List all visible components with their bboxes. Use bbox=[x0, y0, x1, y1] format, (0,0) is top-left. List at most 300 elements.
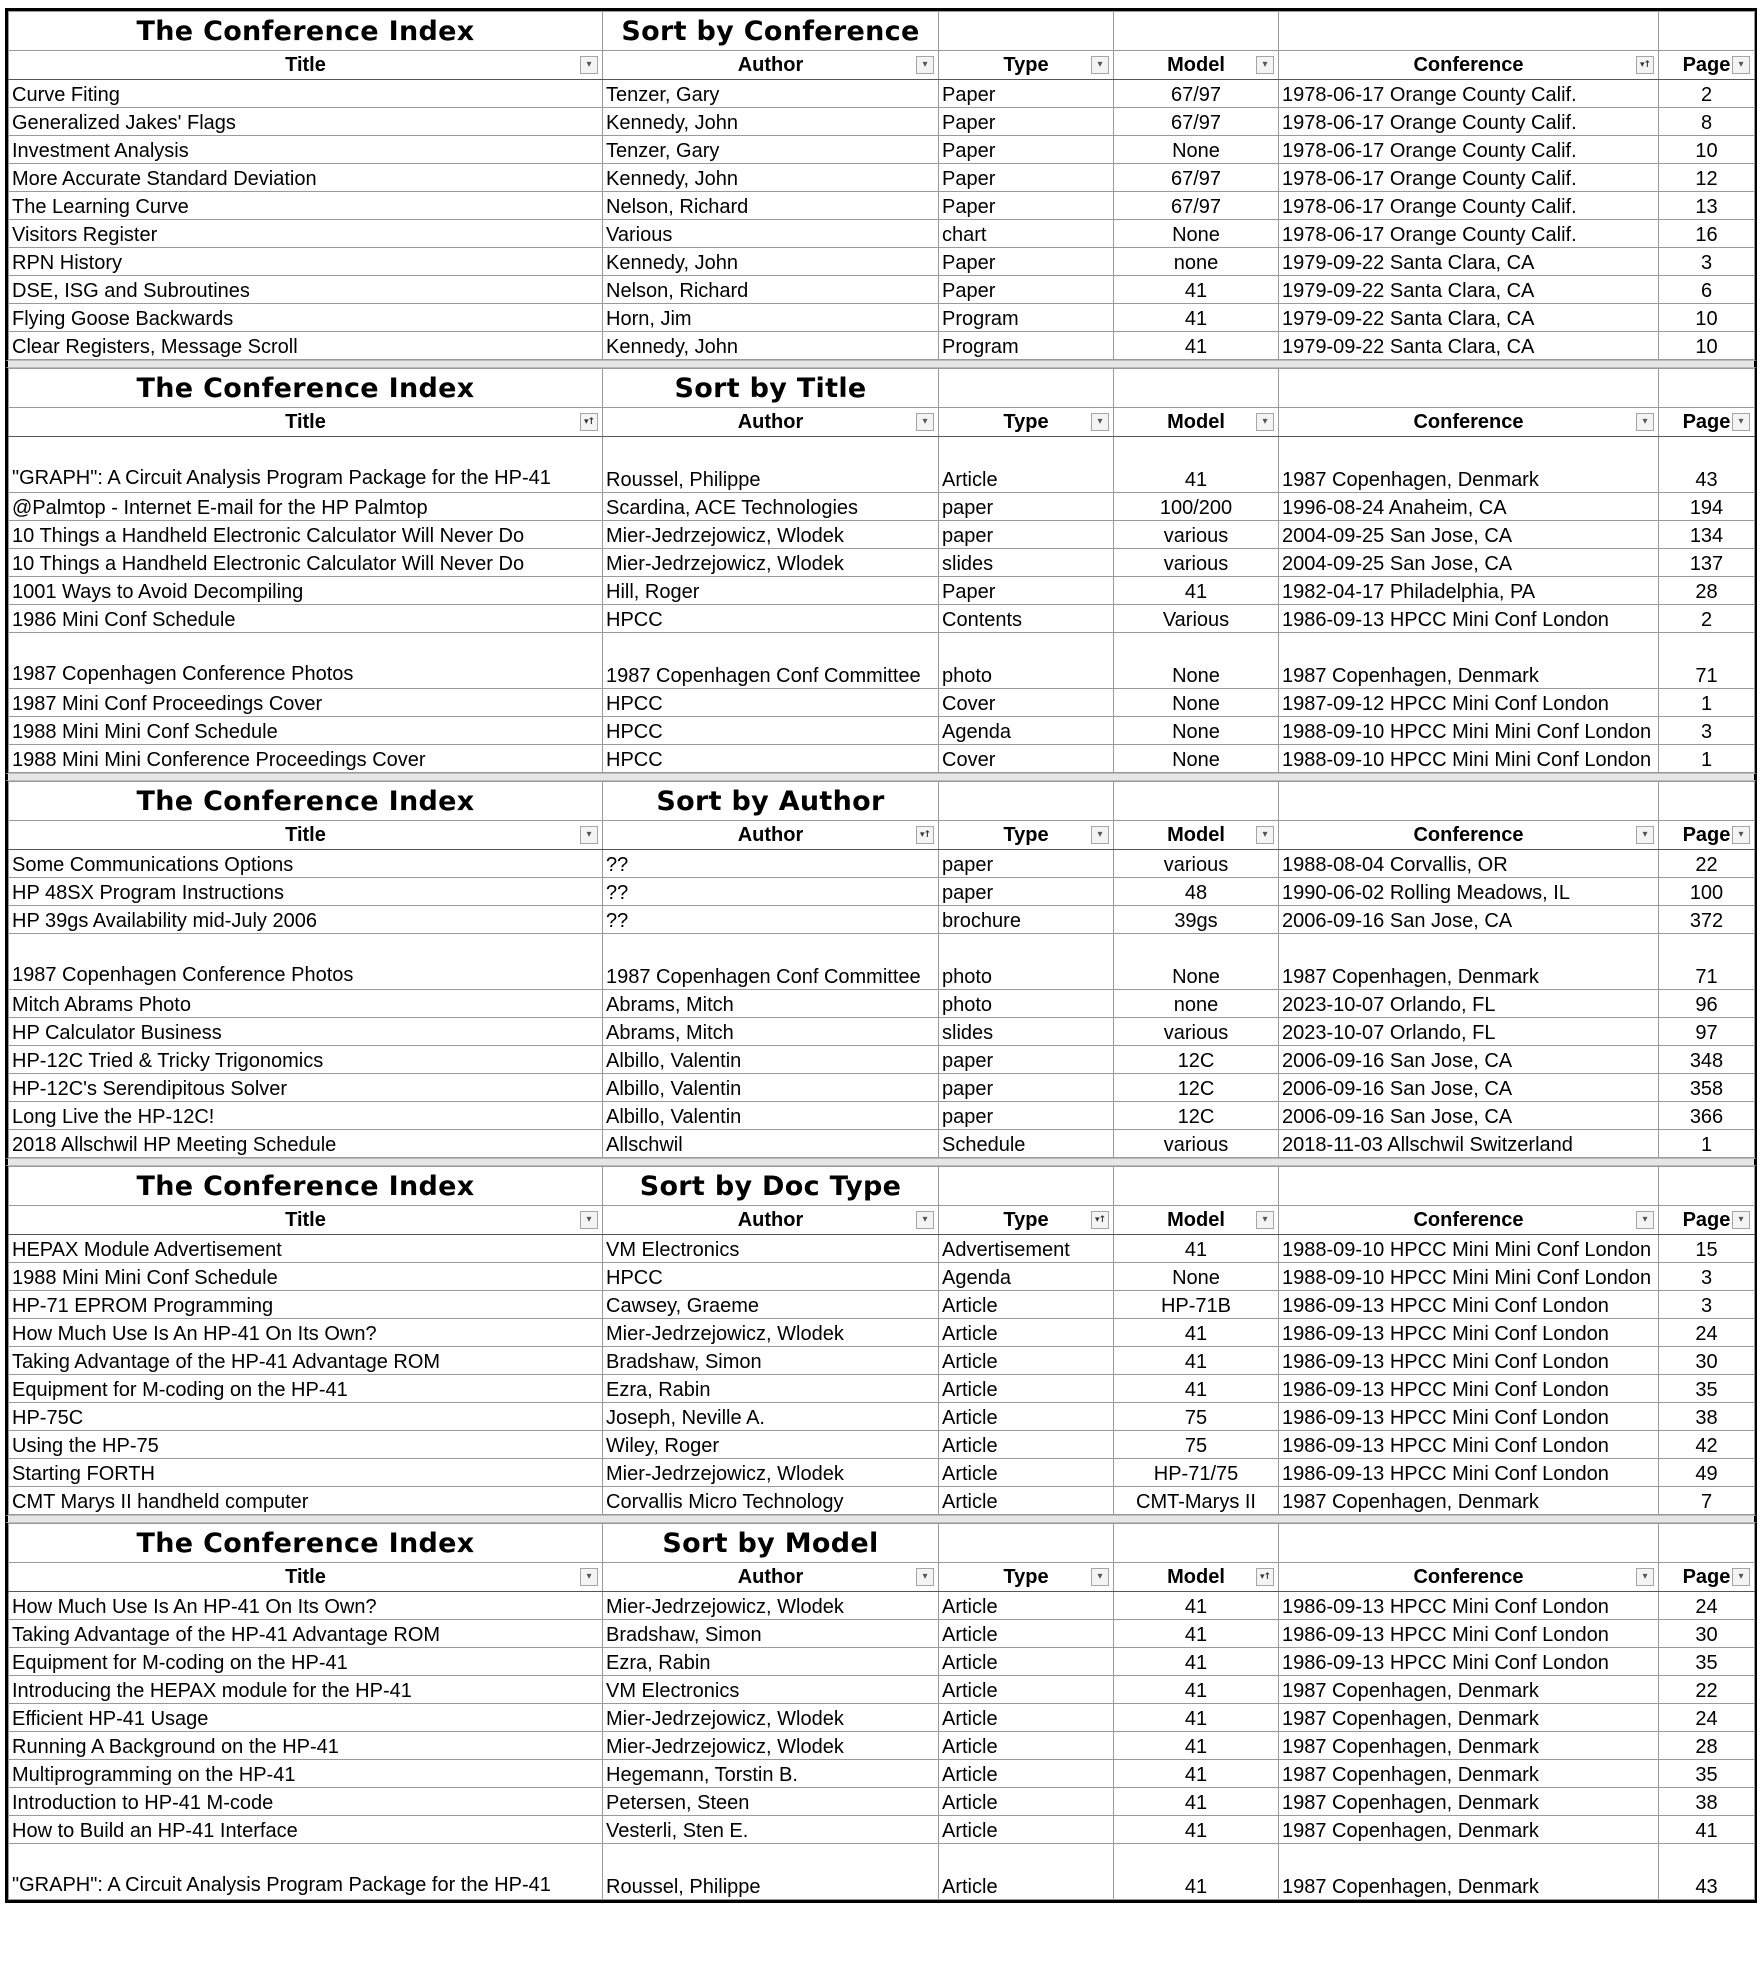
conference-cell[interactable]: 1978-06-17 Orange County Calif. bbox=[1279, 220, 1659, 248]
page-cell[interactable]: 348 bbox=[1659, 1046, 1755, 1074]
author-cell[interactable]: Allschwil bbox=[603, 1130, 939, 1158]
author-cell[interactable]: Mier-Jedrzejowicz, Wlodek bbox=[603, 549, 939, 577]
page-cell[interactable]: 35 bbox=[1659, 1375, 1755, 1403]
empty-cell[interactable] bbox=[1279, 1524, 1659, 1563]
conference-cell[interactable]: 1979-09-22 Santa Clara, CA bbox=[1279, 248, 1659, 276]
type-cell[interactable]: paper bbox=[939, 1102, 1114, 1130]
type-cell[interactable]: Paper bbox=[939, 80, 1114, 108]
page-cell[interactable]: 35 bbox=[1659, 1760, 1755, 1788]
author-cell[interactable]: Horn, Jim bbox=[603, 304, 939, 332]
type-cell[interactable]: brochure bbox=[939, 906, 1114, 934]
page-cell[interactable]: 6 bbox=[1659, 276, 1755, 304]
author-cell[interactable]: Nelson, Richard bbox=[603, 192, 939, 220]
filter-dropdown-icon[interactable]: ▾ bbox=[1256, 826, 1274, 844]
page-cell[interactable]: 1 bbox=[1659, 689, 1755, 717]
model-cell[interactable]: None bbox=[1114, 220, 1279, 248]
author-cell[interactable]: Albillo, Valentin bbox=[603, 1074, 939, 1102]
filter-dropdown-icon[interactable]: ▾ bbox=[580, 1568, 598, 1586]
filter-dropdown-icon[interactable]: ▾ bbox=[1091, 413, 1109, 431]
title-cell[interactable]: HP-75C bbox=[9, 1403, 603, 1431]
page-cell[interactable]: 1 bbox=[1659, 1130, 1755, 1158]
type-cell[interactable]: paper bbox=[939, 521, 1114, 549]
author-cell[interactable]: Roussel, Philippe bbox=[603, 1844, 939, 1900]
author-cell[interactable]: HPCC bbox=[603, 605, 939, 633]
empty-cell[interactable] bbox=[939, 12, 1114, 51]
type-cell[interactable]: Agenda bbox=[939, 717, 1114, 745]
conference-cell[interactable]: 1978-06-17 Orange County Calif. bbox=[1279, 80, 1659, 108]
empty-cell[interactable] bbox=[1114, 1167, 1279, 1206]
title-cell[interactable]: HP-12C's Serendipitous Solver bbox=[9, 1074, 603, 1102]
conference-cell[interactable]: 1988-09-10 HPCC Mini Mini Conf London bbox=[1279, 717, 1659, 745]
type-cell[interactable]: chart bbox=[939, 220, 1114, 248]
column-header-model[interactable] bbox=[1114, 1206, 1279, 1235]
title-cell[interactable]: 1987 Copenhagen Conference Photos bbox=[9, 633, 603, 689]
author-cell[interactable]: Kennedy, John bbox=[603, 164, 939, 192]
conference-cell[interactable]: 1979-09-22 Santa Clara, CA bbox=[1279, 332, 1659, 360]
conference-cell[interactable]: 2004-09-25 San Jose, CA bbox=[1279, 521, 1659, 549]
filter-dropdown-icon[interactable]: ▾ bbox=[1732, 826, 1750, 844]
author-cell[interactable]: ?? bbox=[603, 878, 939, 906]
page-cell[interactable]: 43 bbox=[1659, 437, 1755, 493]
conference-cell[interactable]: 1986-09-13 HPCC Mini Conf London bbox=[1279, 1620, 1659, 1648]
empty-cell[interactable] bbox=[1659, 1524, 1755, 1563]
model-cell[interactable]: various bbox=[1114, 549, 1279, 577]
page-cell[interactable]: 3 bbox=[1659, 248, 1755, 276]
filter-dropdown-icon[interactable]: ▾ bbox=[1091, 56, 1109, 74]
column-header-title[interactable] bbox=[9, 1563, 603, 1592]
model-cell[interactable]: 75 bbox=[1114, 1431, 1279, 1459]
conference-cell[interactable]: 1978-06-17 Orange County Calif. bbox=[1279, 164, 1659, 192]
conference-cell[interactable]: 2006-09-16 San Jose, CA bbox=[1279, 1074, 1659, 1102]
type-cell[interactable]: Article bbox=[939, 1732, 1114, 1760]
empty-cell[interactable] bbox=[1114, 369, 1279, 408]
title-cell[interactable]: 2018 Allschwil HP Meeting Schedule bbox=[9, 1130, 603, 1158]
empty-cell[interactable] bbox=[939, 782, 1114, 821]
author-cell[interactable]: Abrams, Mitch bbox=[603, 1018, 939, 1046]
type-cell[interactable]: Article bbox=[939, 1760, 1114, 1788]
title-cell[interactable]: The Learning Curve bbox=[9, 192, 603, 220]
model-cell[interactable]: 41 bbox=[1114, 1347, 1279, 1375]
author-cell[interactable]: ?? bbox=[603, 906, 939, 934]
type-cell[interactable]: Article bbox=[939, 1816, 1114, 1844]
model-cell[interactable]: None bbox=[1114, 934, 1279, 990]
title-cell[interactable]: HEPAX Module Advertisement bbox=[9, 1235, 603, 1263]
type-cell[interactable]: Article bbox=[939, 1788, 1114, 1816]
type-cell[interactable]: slides bbox=[939, 1018, 1114, 1046]
author-cell[interactable]: Wiley, Roger bbox=[603, 1431, 939, 1459]
type-cell[interactable]: Article bbox=[939, 1592, 1114, 1620]
model-cell[interactable]: 75 bbox=[1114, 1403, 1279, 1431]
type-cell[interactable]: paper bbox=[939, 878, 1114, 906]
filter-dropdown-icon[interactable]: ▾ bbox=[1636, 826, 1654, 844]
author-cell[interactable]: Hill, Roger bbox=[603, 577, 939, 605]
page-cell[interactable]: 30 bbox=[1659, 1620, 1755, 1648]
empty-cell[interactable] bbox=[1279, 1167, 1659, 1206]
conference-cell[interactable]: 1987 Copenhagen, Denmark bbox=[1279, 1732, 1659, 1760]
type-cell[interactable]: Article bbox=[939, 1487, 1114, 1515]
model-cell[interactable]: 41 bbox=[1114, 304, 1279, 332]
title-cell[interactable]: 1986 Mini Conf Schedule bbox=[9, 605, 603, 633]
page-cell[interactable]: 41 bbox=[1659, 1816, 1755, 1844]
page-cell[interactable]: 22 bbox=[1659, 850, 1755, 878]
column-header-conference[interactable] bbox=[1279, 1206, 1659, 1235]
model-cell[interactable]: None bbox=[1114, 1263, 1279, 1291]
page-cell[interactable]: 43 bbox=[1659, 1844, 1755, 1900]
model-cell[interactable]: 12C bbox=[1114, 1074, 1279, 1102]
filter-dropdown-icon[interactable]: ▾ bbox=[1091, 826, 1109, 844]
title-cell[interactable]: Introducing the HEPAX module for the HP-41 bbox=[9, 1676, 603, 1704]
conference-cell[interactable]: 1988-09-10 HPCC Mini Mini Conf London bbox=[1279, 1235, 1659, 1263]
title-cell[interactable]: Flying Goose Backwards bbox=[9, 304, 603, 332]
author-cell[interactable]: Cawsey, Graeme bbox=[603, 1291, 939, 1319]
conference-cell[interactable]: 1987 Copenhagen, Denmark bbox=[1279, 934, 1659, 990]
author-cell[interactable]: Albillo, Valentin bbox=[603, 1046, 939, 1074]
conference-cell[interactable]: 1987 Copenhagen, Denmark bbox=[1279, 633, 1659, 689]
conference-cell[interactable]: 1986-09-13 HPCC Mini Conf London bbox=[1279, 1403, 1659, 1431]
sort-filter-icon[interactable]: ▾↑ bbox=[916, 826, 934, 844]
model-cell[interactable]: 41 bbox=[1114, 1319, 1279, 1347]
author-cell[interactable]: Mier-Jedrzejowicz, Wlodek bbox=[603, 1704, 939, 1732]
page-cell[interactable]: 10 bbox=[1659, 304, 1755, 332]
conference-cell[interactable]: 2006-09-16 San Jose, CA bbox=[1279, 906, 1659, 934]
model-cell[interactable]: none bbox=[1114, 248, 1279, 276]
type-cell[interactable]: Article bbox=[939, 1676, 1114, 1704]
title-cell[interactable]: 10 Things a Handheld Electronic Calculator Will Never Do bbox=[9, 521, 603, 549]
page-cell[interactable]: 35 bbox=[1659, 1648, 1755, 1676]
filter-dropdown-icon[interactable]: ▾ bbox=[916, 413, 934, 431]
author-cell[interactable]: VM Electronics bbox=[603, 1235, 939, 1263]
conference-cell[interactable]: 2006-09-16 San Jose, CA bbox=[1279, 1046, 1659, 1074]
title-cell[interactable]: Some Communications Options bbox=[9, 850, 603, 878]
model-cell[interactable]: 41 bbox=[1114, 1816, 1279, 1844]
author-cell[interactable]: ?? bbox=[603, 850, 939, 878]
filter-dropdown-icon[interactable]: ▾ bbox=[1636, 1568, 1654, 1586]
model-cell[interactable]: various bbox=[1114, 850, 1279, 878]
column-header-type[interactable] bbox=[939, 51, 1114, 80]
sort-filter-icon[interactable]: ▾↑ bbox=[1256, 1568, 1274, 1586]
author-cell[interactable]: Roussel, Philippe bbox=[603, 437, 939, 493]
column-header-author[interactable] bbox=[603, 821, 939, 850]
empty-cell[interactable] bbox=[1659, 369, 1755, 408]
page-cell[interactable]: 137 bbox=[1659, 549, 1755, 577]
conference-cell[interactable]: 1987 Copenhagen, Denmark bbox=[1279, 1844, 1659, 1900]
type-cell[interactable]: Cover bbox=[939, 689, 1114, 717]
model-cell[interactable]: None bbox=[1114, 136, 1279, 164]
column-header-author[interactable] bbox=[603, 408, 939, 437]
type-cell[interactable]: paper bbox=[939, 850, 1114, 878]
column-header-author[interactable] bbox=[603, 1563, 939, 1592]
author-cell[interactable]: Abrams, Mitch bbox=[603, 990, 939, 1018]
model-cell[interactable]: None bbox=[1114, 689, 1279, 717]
page-cell[interactable]: 358 bbox=[1659, 1074, 1755, 1102]
conference-cell[interactable]: 1987 Copenhagen, Denmark bbox=[1279, 1704, 1659, 1732]
filter-dropdown-icon[interactable]: ▾ bbox=[916, 1568, 934, 1586]
filter-dropdown-icon[interactable]: ▾ bbox=[1732, 1211, 1750, 1229]
filter-dropdown-icon[interactable]: ▾ bbox=[916, 56, 934, 74]
type-cell[interactable]: Schedule bbox=[939, 1130, 1114, 1158]
title-cell[interactable]: "GRAPH": A Circuit Analysis Program Package for the HP-41 bbox=[9, 437, 603, 493]
page-cell[interactable]: 38 bbox=[1659, 1788, 1755, 1816]
title-cell[interactable]: 1988 Mini Mini Conf Schedule bbox=[9, 1263, 603, 1291]
model-cell[interactable]: 41 bbox=[1114, 1732, 1279, 1760]
page-cell[interactable]: 38 bbox=[1659, 1403, 1755, 1431]
conference-cell[interactable]: 1986-09-13 HPCC Mini Conf London bbox=[1279, 1375, 1659, 1403]
model-cell[interactable]: 41 bbox=[1114, 1648, 1279, 1676]
page-cell[interactable]: 71 bbox=[1659, 633, 1755, 689]
page-cell[interactable]: 71 bbox=[1659, 934, 1755, 990]
column-header-page[interactable] bbox=[1659, 821, 1755, 850]
filter-dropdown-icon[interactable]: ▾ bbox=[1256, 56, 1274, 74]
page-cell[interactable]: 372 bbox=[1659, 906, 1755, 934]
page-cell[interactable]: 97 bbox=[1659, 1018, 1755, 1046]
title-cell[interactable]: 10 Things a Handheld Electronic Calculator Will Never Do bbox=[9, 549, 603, 577]
conference-cell[interactable]: 1986-09-13 HPCC Mini Conf London bbox=[1279, 1347, 1659, 1375]
column-header-type[interactable] bbox=[939, 408, 1114, 437]
author-cell[interactable]: Ezra, Rabin bbox=[603, 1375, 939, 1403]
conference-cell[interactable]: 1978-06-17 Orange County Calif. bbox=[1279, 136, 1659, 164]
empty-cell[interactable] bbox=[939, 1524, 1114, 1563]
type-cell[interactable]: Program bbox=[939, 304, 1114, 332]
conference-cell[interactable]: 1979-09-22 Santa Clara, CA bbox=[1279, 304, 1659, 332]
filter-dropdown-icon[interactable]: ▾ bbox=[1636, 1211, 1654, 1229]
conference-cell[interactable]: 1987 Copenhagen, Denmark bbox=[1279, 1788, 1659, 1816]
model-cell[interactable]: 48 bbox=[1114, 878, 1279, 906]
author-cell[interactable]: Mier-Jedrzejowicz, Wlodek bbox=[603, 1319, 939, 1347]
title-cell[interactable]: Curve Fiting bbox=[9, 80, 603, 108]
filter-dropdown-icon[interactable]: ▾ bbox=[1256, 1211, 1274, 1229]
author-cell[interactable]: Various bbox=[603, 220, 939, 248]
filter-dropdown-icon[interactable]: ▾ bbox=[1732, 56, 1750, 74]
conference-cell[interactable]: 1987 Copenhagen, Denmark bbox=[1279, 1676, 1659, 1704]
model-cell[interactable]: 41 bbox=[1114, 276, 1279, 304]
empty-cell[interactable] bbox=[1279, 12, 1659, 51]
empty-cell[interactable] bbox=[1659, 1167, 1755, 1206]
conference-cell[interactable]: 2006-09-16 San Jose, CA bbox=[1279, 1102, 1659, 1130]
title-cell[interactable]: HP 39gs Availability mid-July 2006 bbox=[9, 906, 603, 934]
column-header-model[interactable] bbox=[1114, 51, 1279, 80]
column-header-title[interactable] bbox=[9, 1206, 603, 1235]
title-cell[interactable]: RPN History bbox=[9, 248, 603, 276]
type-cell[interactable]: slides bbox=[939, 549, 1114, 577]
author-cell[interactable]: Albillo, Valentin bbox=[603, 1102, 939, 1130]
title-cell[interactable]: Equipment for M-coding on the HP-41 bbox=[9, 1648, 603, 1676]
page-cell[interactable]: 12 bbox=[1659, 164, 1755, 192]
author-cell[interactable]: Corvallis Micro Technology bbox=[603, 1487, 939, 1515]
page-cell[interactable]: 42 bbox=[1659, 1431, 1755, 1459]
model-cell[interactable]: 41 bbox=[1114, 332, 1279, 360]
column-header-author[interactable] bbox=[603, 1206, 939, 1235]
page-cell[interactable]: 7 bbox=[1659, 1487, 1755, 1515]
sort-filter-icon[interactable]: ▾↑ bbox=[1636, 56, 1654, 74]
type-cell[interactable]: Contents bbox=[939, 605, 1114, 633]
filter-dropdown-icon[interactable]: ▾ bbox=[1256, 413, 1274, 431]
title-cell[interactable]: Introduction to HP-41 M-code bbox=[9, 1788, 603, 1816]
author-cell[interactable]: Vesterli, Sten E. bbox=[603, 1816, 939, 1844]
model-cell[interactable]: 100/200 bbox=[1114, 493, 1279, 521]
conference-cell[interactable]: 1978-06-17 Orange County Calif. bbox=[1279, 192, 1659, 220]
conference-cell[interactable]: 1986-09-13 HPCC Mini Conf London bbox=[1279, 1459, 1659, 1487]
author-cell[interactable]: Bradshaw, Simon bbox=[603, 1620, 939, 1648]
page-cell[interactable]: 194 bbox=[1659, 493, 1755, 521]
filter-dropdown-icon[interactable]: ▾ bbox=[1732, 413, 1750, 431]
page-cell[interactable]: 100 bbox=[1659, 878, 1755, 906]
page-cell[interactable]: 3 bbox=[1659, 717, 1755, 745]
title-cell[interactable]: 1988 Mini Mini Conference Proceedings Cover bbox=[9, 745, 603, 773]
page-cell[interactable]: 24 bbox=[1659, 1319, 1755, 1347]
author-cell[interactable]: Bradshaw, Simon bbox=[603, 1347, 939, 1375]
column-header-conference[interactable] bbox=[1279, 408, 1659, 437]
column-header-author[interactable] bbox=[603, 51, 939, 80]
type-cell[interactable]: Paper bbox=[939, 164, 1114, 192]
model-cell[interactable]: None bbox=[1114, 717, 1279, 745]
type-cell[interactable]: Paper bbox=[939, 136, 1114, 164]
author-cell[interactable]: Tenzer, Gary bbox=[603, 80, 939, 108]
author-cell[interactable]: Hegemann, Torstin B. bbox=[603, 1760, 939, 1788]
conference-cell[interactable]: 1990-06-02 Rolling Meadows, IL bbox=[1279, 878, 1659, 906]
model-cell[interactable]: 12C bbox=[1114, 1102, 1279, 1130]
author-cell[interactable]: Kennedy, John bbox=[603, 108, 939, 136]
author-cell[interactable]: Ezra, Rabin bbox=[603, 1648, 939, 1676]
author-cell[interactable]: Kennedy, John bbox=[603, 248, 939, 276]
page-cell[interactable]: 3 bbox=[1659, 1291, 1755, 1319]
author-cell[interactable]: HPCC bbox=[603, 689, 939, 717]
title-cell[interactable]: 1987 Mini Conf Proceedings Cover bbox=[9, 689, 603, 717]
page-cell[interactable]: 22 bbox=[1659, 1676, 1755, 1704]
title-cell[interactable]: Investment Analysis bbox=[9, 136, 603, 164]
column-header-page[interactable] bbox=[1659, 1563, 1755, 1592]
author-cell[interactable]: 1987 Copenhagen Conf Committee bbox=[603, 633, 939, 689]
empty-cell[interactable] bbox=[1114, 1524, 1279, 1563]
type-cell[interactable]: photo bbox=[939, 990, 1114, 1018]
empty-cell[interactable] bbox=[939, 369, 1114, 408]
title-cell[interactable]: HP-71 EPROM Programming bbox=[9, 1291, 603, 1319]
conference-cell[interactable]: 1986-09-13 HPCC Mini Conf London bbox=[1279, 1648, 1659, 1676]
page-cell[interactable]: 24 bbox=[1659, 1592, 1755, 1620]
page-cell[interactable]: 1 bbox=[1659, 745, 1755, 773]
column-header-title[interactable] bbox=[9, 408, 603, 437]
type-cell[interactable]: Article bbox=[939, 1704, 1114, 1732]
model-cell[interactable]: 41 bbox=[1114, 1760, 1279, 1788]
conference-cell[interactable]: 1986-09-13 HPCC Mini Conf London bbox=[1279, 1291, 1659, 1319]
model-cell[interactable]: 41 bbox=[1114, 1844, 1279, 1900]
title-cell[interactable]: Using the HP-75 bbox=[9, 1431, 603, 1459]
type-cell[interactable]: paper bbox=[939, 1074, 1114, 1102]
title-cell[interactable]: 1001 Ways to Avoid Decompiling bbox=[9, 577, 603, 605]
filter-dropdown-icon[interactable]: ▾ bbox=[1636, 413, 1654, 431]
type-cell[interactable]: Paper bbox=[939, 108, 1114, 136]
type-cell[interactable]: photo bbox=[939, 934, 1114, 990]
model-cell[interactable]: various bbox=[1114, 521, 1279, 549]
author-cell[interactable]: VM Electronics bbox=[603, 1676, 939, 1704]
type-cell[interactable]: Paper bbox=[939, 248, 1114, 276]
model-cell[interactable]: 67/97 bbox=[1114, 192, 1279, 220]
conference-cell[interactable]: 1988-08-04 Corvallis, OR bbox=[1279, 850, 1659, 878]
title-cell[interactable]: Clear Registers, Message Scroll bbox=[9, 332, 603, 360]
conference-cell[interactable]: 1979-09-22 Santa Clara, CA bbox=[1279, 276, 1659, 304]
title-cell[interactable]: Starting FORTH bbox=[9, 1459, 603, 1487]
type-cell[interactable]: Article bbox=[939, 437, 1114, 493]
column-header-model[interactable] bbox=[1114, 821, 1279, 850]
type-cell[interactable]: Article bbox=[939, 1459, 1114, 1487]
conference-cell[interactable]: 1987 Copenhagen, Denmark bbox=[1279, 1816, 1659, 1844]
page-cell[interactable]: 10 bbox=[1659, 136, 1755, 164]
title-cell[interactable]: 1987 Copenhagen Conference Photos bbox=[9, 934, 603, 990]
empty-cell[interactable] bbox=[1114, 782, 1279, 821]
page-cell[interactable]: 15 bbox=[1659, 1235, 1755, 1263]
conference-cell[interactable]: 1982-04-17 Philadelphia, PA bbox=[1279, 577, 1659, 605]
type-cell[interactable]: paper bbox=[939, 1046, 1114, 1074]
model-cell[interactable]: 41 bbox=[1114, 1235, 1279, 1263]
author-cell[interactable]: HPCC bbox=[603, 717, 939, 745]
sort-filter-icon[interactable]: ▾↑ bbox=[1091, 1211, 1109, 1229]
title-cell[interactable]: Taking Advantage of the HP-41 Advantage ROM bbox=[9, 1620, 603, 1648]
author-cell[interactable]: Mier-Jedrzejowicz, Wlodek bbox=[603, 1459, 939, 1487]
column-header-page[interactable] bbox=[1659, 1206, 1755, 1235]
page-cell[interactable]: 10 bbox=[1659, 332, 1755, 360]
type-cell[interactable]: Article bbox=[939, 1844, 1114, 1900]
conference-cell[interactable]: 2023-10-07 Orlando, FL bbox=[1279, 1018, 1659, 1046]
title-cell[interactable]: Equipment for M-coding on the HP-41 bbox=[9, 1375, 603, 1403]
page-cell[interactable]: 134 bbox=[1659, 521, 1755, 549]
column-header-page[interactable] bbox=[1659, 408, 1755, 437]
model-cell[interactable]: 41 bbox=[1114, 1676, 1279, 1704]
title-cell[interactable]: Long Live the HP-12C! bbox=[9, 1102, 603, 1130]
model-cell[interactable]: 41 bbox=[1114, 1704, 1279, 1732]
page-cell[interactable]: 16 bbox=[1659, 220, 1755, 248]
conference-cell[interactable]: 1988-09-10 HPCC Mini Mini Conf London bbox=[1279, 1263, 1659, 1291]
type-cell[interactable]: Article bbox=[939, 1403, 1114, 1431]
conference-cell[interactable]: 1988-09-10 HPCC Mini Mini Conf London bbox=[1279, 745, 1659, 773]
author-cell[interactable]: Kennedy, John bbox=[603, 332, 939, 360]
empty-cell[interactable] bbox=[1279, 782, 1659, 821]
filter-dropdown-icon[interactable]: ▾ bbox=[1091, 1568, 1109, 1586]
title-cell[interactable]: 1988 Mini Mini Conf Schedule bbox=[9, 717, 603, 745]
conference-cell[interactable]: 2004-09-25 San Jose, CA bbox=[1279, 549, 1659, 577]
model-cell[interactable]: Various bbox=[1114, 605, 1279, 633]
author-cell[interactable]: HPCC bbox=[603, 745, 939, 773]
author-cell[interactable]: Mier-Jedrzejowicz, Wlodek bbox=[603, 1732, 939, 1760]
author-cell[interactable]: HPCC bbox=[603, 1263, 939, 1291]
model-cell[interactable]: 41 bbox=[1114, 1592, 1279, 1620]
type-cell[interactable]: photo bbox=[939, 633, 1114, 689]
column-header-conference[interactable] bbox=[1279, 1563, 1659, 1592]
model-cell[interactable]: 12C bbox=[1114, 1046, 1279, 1074]
title-cell[interactable]: "GRAPH": A Circuit Analysis Program Package for the HP-41 bbox=[9, 1844, 603, 1900]
conference-cell[interactable]: 1986-09-13 HPCC Mini Conf London bbox=[1279, 1431, 1659, 1459]
author-cell[interactable]: Petersen, Steen bbox=[603, 1788, 939, 1816]
filter-dropdown-icon[interactable]: ▾ bbox=[580, 826, 598, 844]
column-header-page[interactable] bbox=[1659, 51, 1755, 80]
conference-cell[interactable]: 2023-10-07 Orlando, FL bbox=[1279, 990, 1659, 1018]
page-cell[interactable]: 8 bbox=[1659, 108, 1755, 136]
title-cell[interactable]: How Much Use Is An HP-41 On Its Own? bbox=[9, 1319, 603, 1347]
title-cell[interactable]: Multiprogramming on the HP-41 bbox=[9, 1760, 603, 1788]
model-cell[interactable]: 41 bbox=[1114, 1375, 1279, 1403]
model-cell[interactable]: None bbox=[1114, 633, 1279, 689]
model-cell[interactable]: 41 bbox=[1114, 1788, 1279, 1816]
page-cell[interactable]: 366 bbox=[1659, 1102, 1755, 1130]
column-header-title[interactable] bbox=[9, 51, 603, 80]
filter-dropdown-icon[interactable]: ▾ bbox=[916, 1211, 934, 1229]
title-cell[interactable]: CMT Marys II handheld computer bbox=[9, 1487, 603, 1515]
column-header-title[interactable] bbox=[9, 821, 603, 850]
empty-cell[interactable] bbox=[1114, 12, 1279, 51]
title-cell[interactable]: Running A Background on the HP-41 bbox=[9, 1732, 603, 1760]
empty-cell[interactable] bbox=[939, 1167, 1114, 1206]
column-header-model[interactable] bbox=[1114, 1563, 1279, 1592]
column-header-model[interactable] bbox=[1114, 408, 1279, 437]
empty-cell[interactable] bbox=[1659, 12, 1755, 51]
